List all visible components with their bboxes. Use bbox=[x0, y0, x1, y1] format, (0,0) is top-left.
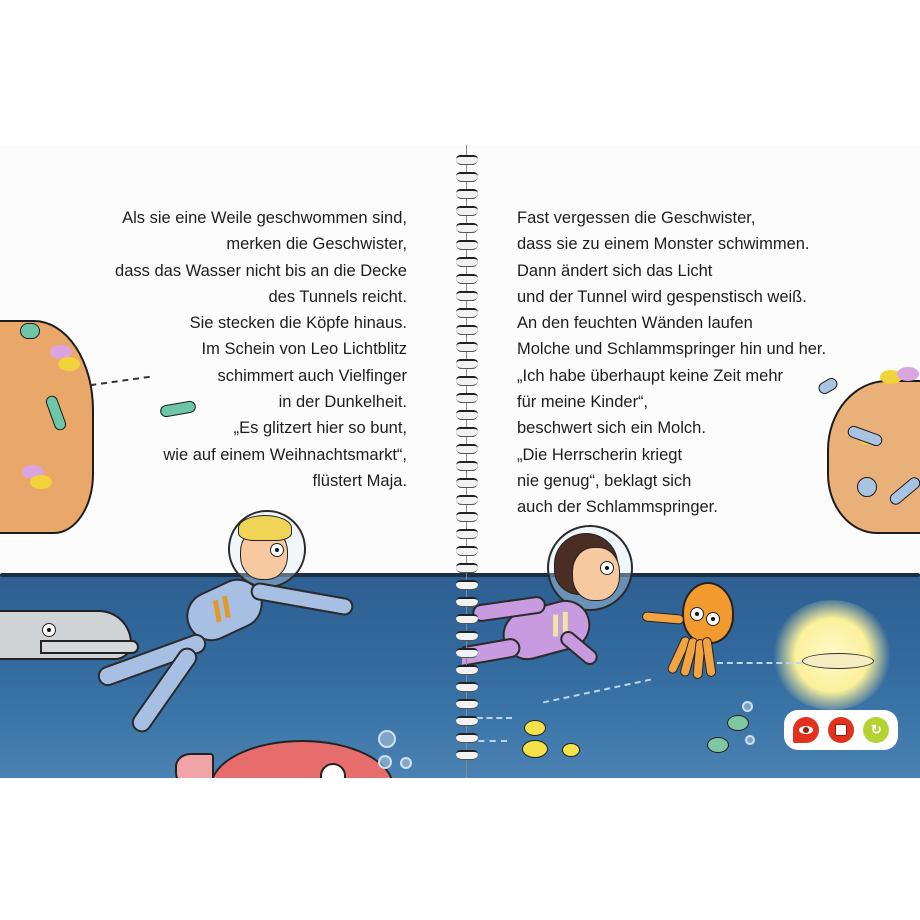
yellow-fish bbox=[524, 720, 546, 736]
stop-icon bbox=[835, 724, 847, 736]
binding-ring bbox=[456, 733, 478, 743]
text-line: dass das Wasser nicht bis an die Decke bbox=[115, 261, 407, 280]
motion-path bbox=[543, 679, 651, 704]
rock-wall-illustration bbox=[827, 380, 920, 534]
text-line: nie genug“, beklagt sich bbox=[517, 471, 692, 490]
text-line: auch der Schlammspringer. bbox=[517, 498, 718, 517]
green-fish bbox=[707, 737, 729, 753]
text-line: „Es glitzert hier so bunt, bbox=[233, 419, 407, 438]
octopus-tentacle bbox=[642, 611, 685, 625]
binding-ring bbox=[456, 376, 478, 386]
text-line: Dann ändert sich das Licht bbox=[517, 261, 713, 280]
binding-ring bbox=[456, 665, 478, 675]
binding-ring bbox=[456, 461, 478, 471]
boy-arm bbox=[249, 581, 355, 617]
binding-ring bbox=[456, 393, 478, 403]
text-line: des Tunnels reicht. bbox=[268, 287, 407, 306]
text-line: „Die Herrscherin kriegt bbox=[517, 445, 683, 464]
suit-stripe bbox=[213, 600, 222, 623]
girl-eye bbox=[600, 561, 614, 575]
binding-ring bbox=[456, 529, 478, 539]
binding-ring bbox=[456, 274, 478, 284]
binding-ring bbox=[456, 495, 478, 505]
mudskipper-illustration bbox=[857, 477, 877, 497]
binding-ring bbox=[456, 223, 478, 233]
big-fish-body bbox=[210, 740, 394, 778]
text-line: für meine Kinder“, bbox=[517, 393, 649, 412]
text-line: merken die Geschwister, bbox=[226, 235, 407, 254]
stop-button[interactable] bbox=[828, 717, 854, 743]
text-line: Als sie eine Weile geschwommen sind, bbox=[122, 209, 407, 227]
binding-ring bbox=[456, 342, 478, 352]
text-line: Fast vergessen die Geschwister, bbox=[517, 209, 756, 227]
binding-ring bbox=[456, 648, 478, 658]
yellow-fish bbox=[562, 743, 580, 757]
playback-controls bbox=[784, 710, 898, 750]
rock-wall-illustration bbox=[0, 320, 94, 534]
binding-ring bbox=[456, 308, 478, 318]
coral-illustration bbox=[897, 367, 919, 381]
text-line: schimmert auch Vielfinger bbox=[217, 366, 407, 385]
text-line: flüstert Maja. bbox=[312, 471, 407, 490]
octopus-eye bbox=[706, 612, 720, 626]
left-page bbox=[0, 145, 462, 778]
motion-path bbox=[717, 662, 802, 664]
text-line: beschwert sich ein Molch. bbox=[517, 419, 706, 438]
binding-ring bbox=[456, 189, 478, 199]
binding-ring bbox=[456, 512, 478, 522]
bubble bbox=[400, 757, 412, 769]
binding-ring bbox=[456, 546, 478, 556]
eye-icon bbox=[799, 726, 813, 734]
binding-ring bbox=[456, 682, 478, 692]
binding-ring bbox=[456, 478, 478, 488]
right-page-text bbox=[517, 205, 826, 521]
binding-ring bbox=[456, 614, 478, 624]
bubble bbox=[378, 755, 392, 769]
binding-ring bbox=[456, 597, 478, 607]
coral-illustration bbox=[30, 475, 52, 489]
binding-ring bbox=[456, 563, 478, 573]
coral-illustration bbox=[58, 357, 80, 371]
binding-ring bbox=[456, 444, 478, 454]
binding-ring bbox=[456, 325, 478, 335]
text-line: Sie stecken die Köpfe hinaus. bbox=[189, 314, 407, 333]
binding-ring bbox=[456, 291, 478, 301]
spiral-binding bbox=[456, 145, 478, 778]
binding-ring bbox=[456, 240, 478, 250]
text-line: dass sie zu einem Monster schwimmen. bbox=[517, 235, 810, 254]
binding-ring bbox=[456, 359, 478, 369]
read-button[interactable] bbox=[793, 717, 819, 743]
text-line: „Ich habe überhaupt keine Zeit mehr bbox=[517, 366, 783, 385]
repeat-icon: ↻ bbox=[870, 722, 882, 737]
sawfish-eye bbox=[42, 623, 56, 637]
binding-ring bbox=[456, 699, 478, 709]
text-line: wie auf einem Weihnachtsmarkt“, bbox=[163, 445, 407, 464]
binding-ring bbox=[456, 427, 478, 437]
binding-ring bbox=[456, 155, 478, 165]
binding-ring bbox=[456, 257, 478, 267]
right-page bbox=[462, 145, 920, 778]
binding-ring bbox=[456, 631, 478, 641]
book-spread bbox=[0, 145, 920, 778]
text-line: An den feuchten Wänden laufen bbox=[517, 314, 753, 333]
suit-stripe bbox=[553, 614, 558, 636]
octopus-eye bbox=[690, 607, 704, 621]
binding-ring bbox=[456, 580, 478, 590]
text-line: und der Tunnel wird gespenstisch weiß. bbox=[517, 287, 807, 306]
text-line: Molche und Schlammspringer hin und her. bbox=[517, 340, 827, 359]
sawfish-saw bbox=[40, 640, 139, 654]
newt-illustration bbox=[20, 323, 40, 339]
bubble bbox=[742, 701, 753, 712]
lantern-fish-illustration bbox=[802, 653, 874, 669]
binding-ring bbox=[456, 750, 478, 760]
bubble bbox=[745, 735, 755, 745]
big-fish-tail bbox=[175, 753, 214, 778]
yellow-fish bbox=[522, 740, 548, 758]
repeat-button[interactable] bbox=[863, 717, 889, 743]
green-fish bbox=[727, 715, 749, 731]
boy-eye bbox=[270, 543, 284, 557]
suit-stripe bbox=[222, 596, 231, 619]
binding-ring bbox=[456, 716, 478, 726]
boy-hair bbox=[238, 515, 292, 541]
text-line: in der Dunkelheit. bbox=[278, 393, 407, 412]
left-page-text bbox=[115, 205, 407, 494]
binding-ring bbox=[456, 410, 478, 420]
binding-ring bbox=[456, 172, 478, 182]
bubble bbox=[378, 730, 396, 748]
binding-ring bbox=[456, 206, 478, 216]
text-line: Im Schein von Leo Lichtblitz bbox=[201, 340, 407, 359]
girl-face bbox=[572, 547, 620, 601]
